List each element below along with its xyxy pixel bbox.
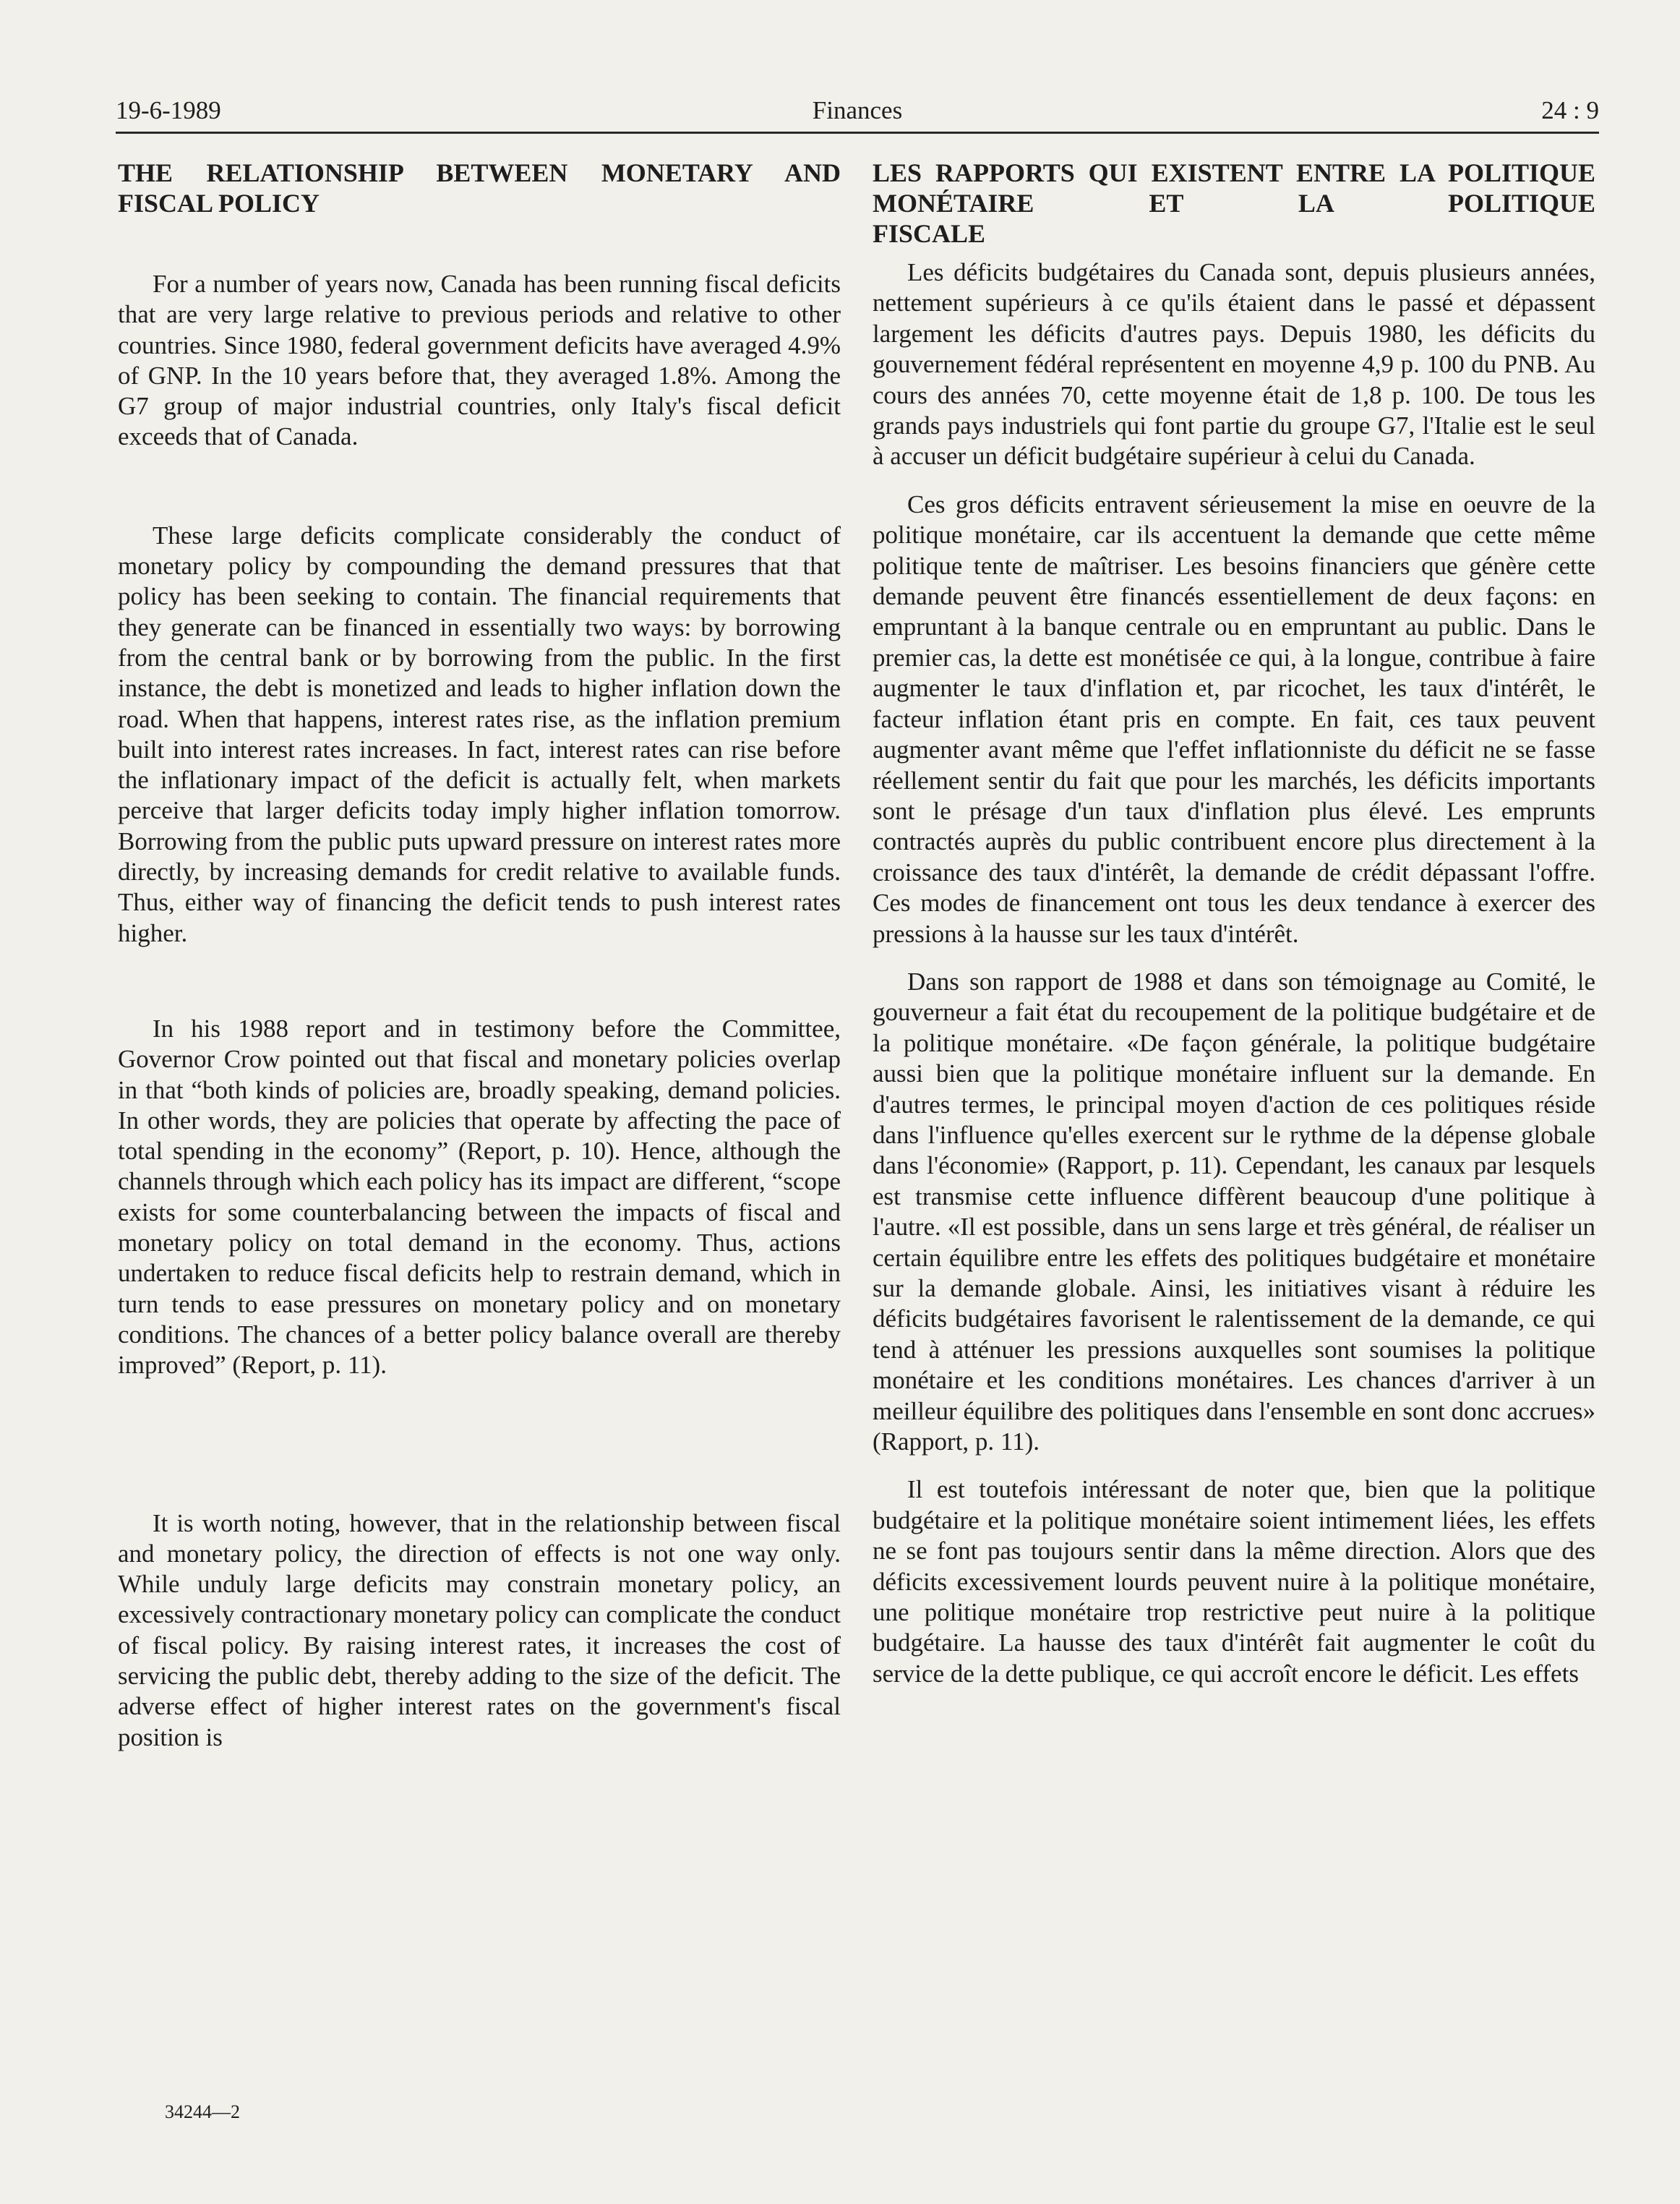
english-column bbox=[118, 158, 841, 1753]
header-date: 19-6-1989 bbox=[116, 96, 221, 124]
running-header bbox=[116, 85, 1599, 134]
header-page-number: 24 : 9 bbox=[1541, 96, 1599, 124]
english-paragraph-4: It is worth noting, however, that in the relationship between fiscal and monetary policy, the direction of effects is not one way only. While unduly large deficits may constrain monetary policy, an excessively contractionary monetary policy can complicate the conduct of fiscal policy. By raising interest rates, it increases the cost of servicing the public debt, thereby adding to the size of the deficit. The adverse effect of higher interest rates on the government's fiscal position is bbox=[118, 1508, 841, 1751]
french-paragraph-3: Dans son rapport de 1988 et dans son témoignage au Comité, le gouverneur a fait état du recoupement de la politique budgétaire et de la politique monétaire. «De façon générale, la politique budgétaire aussi bien que la politique monétaire influent sur la demande. En d'autres termes, le principal moyen d'action de ces politiques réside dans l'influence qu'elles exercent sur le rythme de la dépense globale dans l'économie» (Rapport, p. 11). Cependant, les canaux par lesquels est transmise cette influence diffèrent beaucoup d'une politique à l'autre. «Il est possible, dans un sens large et très général, de réaliser un certain équilibre entre les effets des politiques budgétaire et monétaire sur la demande globale. Ainsi, les initiatives visant à réduire les déficits budgétaires favorisent le ralentissement de la demande, ce qui tend à atténuer les pressions auxquelles sont soumises la politique monétaire et les conditions monétaires. Les chances d'arriver à un meilleur équilibre des politiques dans l'ensemble en sont donc accrues» (Rapport, p. 11). bbox=[873, 967, 1595, 1456]
french-heading-line-3: FISCALE bbox=[873, 219, 986, 248]
french-column bbox=[873, 158, 1595, 1689]
english-heading-line-2: FISCAL POLICY bbox=[118, 189, 320, 218]
english-heading bbox=[118, 158, 841, 218]
footer-folio: 34244—2 bbox=[165, 2101, 240, 2122]
english-paragraph-2: These large deficits complicate considerably the conduct of monetary policy by compounding the demand pressures that that policy has been seeking to contain. The financial requirements that they generate can be financed in essentially two ways: by borrowing from the central bank or by borrowing from the public. In the first instance, the debt is monetized and leads to higher inflation down the road. When that happens, interest rates rise, as the inflation premium built into interest rates increases. In fact, interest rates can rise before the inflationary impact of the deficit is actually felt, when markets perceive that larger deficits today imply higher inflation tomorrow. Borrowing from the public puts upward pressure on interest rates more directly, by increasing demands for credit relative to available funds. Thus, either way of financing the deficit tends to push interest rates higher. bbox=[118, 521, 841, 947]
english-paragraph-3: In his 1988 report and in testimony before the Committee, Governor Crow pointed out that fiscal and monetary policies overlap in that “both kinds of policies are, broadly speaking, demand policies. In other words, they are policies that operate by affecting the pace of total spending in the economy” (Report, p. 10). Hence, although the channels through which each policy has its impact are different, “scope exists for some counterbalancing between the impacts of fiscal and monetary policy on total demand in the economy. Thus, actions undertaken to reduce fiscal deficits help to restrain demand, which in turn tends to ease pressures on monetary policy and on monetary conditions. The chances of a better policy balance overall are thereby improved” (Report, p. 11). bbox=[118, 1014, 841, 1380]
french-heading-line-2: POLITIQUE MONÉTAIRE ET LA POLITIQUE bbox=[873, 158, 1596, 218]
french-heading bbox=[873, 158, 1595, 249]
french-paragraph-2: Ces gros déficits entravent sérieusement la mise en oeuvre de la politique monétaire, car ils accentuent la demande que cette même politique tente de maîtriser. Les besoins financiers que génère cette demande peuvent être financés essentiellement de deux façons: en empruntant à la banque centrale ou en empruntant au public. Dans le premier cas, la dette est monétisée ce qui, à la longue, contribue à faire augmenter le taux d'inflation et, par ricochet, les taux d'intérêt, le facteur inflation étant pris en compte. En fait, ces taux peuvent augmenter avant même que l'effet inflationniste du déficit ne se fasse réellement sentir du fait que pour les marchés, les déficits importants sont le présage d'un taux d'inflation plus élevé. Les emprunts contractés auprès du public contribuent encore plus directement à la croissance des taux d'intérêt, la demande de crédit dépassant l'offre. Ces modes de financement ont tous les deux tendance à exercer des pressions à la hausse sur les taux d'intérêt. bbox=[873, 490, 1595, 948]
english-heading-line-1: THE RELATIONSHIP BETWEEN MONETARY AND bbox=[118, 158, 841, 187]
french-paragraph-1: Les déficits budgétaires du Canada sont, depuis plusieurs années, nettement supérieurs à ce qu'ils étaient dans le passé et dépassent largement les déficits d'autres pays. Depuis 1980, les déficits du gouvernement fédéral représentent en moyenne 4,9 p. 100 du PNB. Au cours des années 70, cette moyenne était de 1,8 p. 100. De tous les grands pays industriels qui font partie du groupe G7, l'Italie est le seul à accuser un déficit budgétaire supérieur à celui du Canada. bbox=[873, 258, 1595, 471]
english-paragraph-1: For a number of years now, Canada has been running fiscal deficits that are very large relative to previous periods and relative to other countries. Since 1980, federal government deficits have averaged 4.9% of GNP. In the 10 years before that, they averaged 1.8%. Among the G7 group of major industrial countries, only Italy's fiscal deficit exceeds that of Canada. bbox=[118, 270, 841, 451]
french-heading-line-1: LES RAPPORTS QUI EXISTENT ENTRE LA bbox=[873, 158, 1435, 187]
french-paragraph-4: Il est toutefois intéressant de noter que, bien que la politique budgétaire et la politique monétaire soient intimement liées, les effets ne se font pas toujours sentir dans la même direction. Alors que des déficits excessivement lourds peuvent nuire à la politique monétaire, une politique monétaire trop restrictive peut nuire à la politique budgétaire. La hausse des taux d'intérêt fait augmenter le coût du service de la dette publique, ce qui accroît encore le déficit. Les effets bbox=[873, 1475, 1595, 1688]
header-title: Finances bbox=[812, 96, 903, 124]
